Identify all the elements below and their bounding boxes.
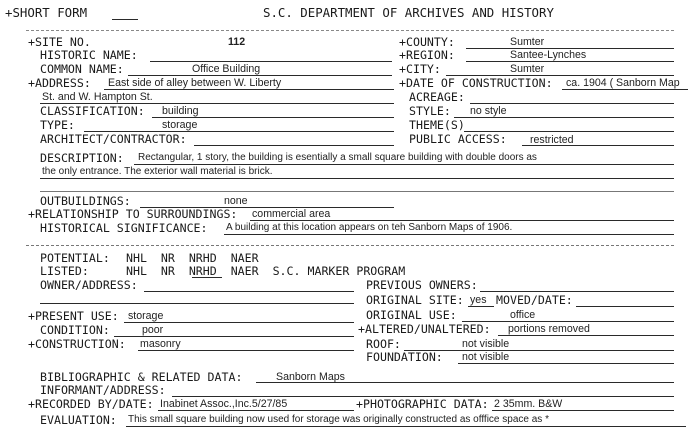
- historic-name-label: HISTORIC NAME:: [40, 48, 138, 62]
- county-value: Sumter: [510, 36, 545, 48]
- altered-line: [498, 335, 674, 336]
- site-no-value: 112: [228, 36, 246, 48]
- photographic-data-line: [492, 410, 674, 411]
- listed-label: LISTED:: [40, 264, 89, 278]
- public-access-value: restricted: [530, 134, 574, 146]
- original-use-value: office: [510, 309, 536, 321]
- county-label: +COUNTY:: [399, 35, 455, 49]
- altered-value: portions removed: [508, 323, 590, 335]
- foundation-value: not visible: [462, 351, 510, 363]
- address-value-2: St. and W. Hampton St.: [42, 91, 153, 103]
- architect-label: ARCHITECT/CONTRACTOR:: [40, 132, 187, 146]
- moved-date-label: MOVED/DATE:: [496, 293, 573, 307]
- original-site-value: yes: [470, 294, 487, 306]
- acreage-line: [470, 103, 674, 104]
- moved-date-line: [576, 306, 674, 307]
- listed-options: NHL NR NRHD NAER S.C. MARKER PROGRAM: [126, 264, 406, 278]
- region-label: +REGION:: [399, 48, 455, 62]
- condition-line: [114, 336, 354, 337]
- bibliographic-value: Sanborn Maps: [276, 371, 345, 383]
- altered-label: +ALTERED/UNALTERED:: [358, 322, 491, 336]
- original-site-line: [468, 306, 494, 307]
- construction-value: masonry: [140, 338, 181, 350]
- style-label: STYLE:: [409, 104, 451, 118]
- historic-name-line: [150, 61, 392, 62]
- architect-line: [194, 145, 394, 146]
- public-access-label: PUBLIC ACCESS:: [409, 132, 507, 146]
- potential-options: NHL NR NRHD NAER: [126, 251, 259, 265]
- type-value: storage: [162, 119, 198, 131]
- present-use-line: [124, 322, 354, 323]
- listed-nrhd-underline: [192, 277, 222, 278]
- previous-owners-line: [480, 291, 674, 292]
- construction-date-label: +DATE OF CONSTRUCTION:: [399, 76, 553, 90]
- style-line: [454, 117, 674, 118]
- description-line-1: [134, 164, 674, 165]
- divider: [26, 245, 674, 246]
- classification-line: [152, 117, 394, 118]
- historical-significance-label: HISTORICAL SIGNIFICANCE:: [40, 221, 208, 235]
- region-line: [466, 61, 674, 62]
- description-line-2: [40, 178, 674, 179]
- classification-value: building: [162, 105, 199, 117]
- short-form-label: +SHORT FORM: [5, 5, 88, 20]
- bibliographic-label: BIBLIOGRAPHIC & RELATED DATA:: [40, 370, 243, 384]
- recorded-by-line: [158, 410, 354, 411]
- construction-label: +CONSTRUCTION:: [28, 337, 126, 351]
- historical-significance-value: A building at this location appears on teh Sanborn Maps of 1906.: [226, 222, 513, 233]
- address-value-1: East side of alley between W. Liberty: [108, 77, 282, 89]
- roof-label: ROOF:: [366, 337, 401, 351]
- construction-date-line: [562, 89, 688, 90]
- condition-label: CONDITION:: [40, 323, 110, 337]
- photographic-data-value: 2 35mm. B&W: [494, 398, 563, 410]
- site-no-label: +SITE NO.: [28, 35, 91, 49]
- city-label: +CITY:: [399, 62, 441, 76]
- common-name-label: COMMON NAME:: [40, 62, 124, 76]
- address-label: +ADDRESS:: [28, 76, 91, 90]
- relationship-value: commercial area: [252, 208, 331, 220]
- description-text-1: Rectangular, 1 story, the building is esentially a small square building with double doors as: [138, 152, 537, 163]
- construction-line: [138, 350, 354, 351]
- theme-label: THEME(S): [409, 118, 465, 132]
- region-value: Santee-Lynches: [510, 49, 587, 61]
- foundation-label: FOUNDATION:: [366, 350, 443, 364]
- recorded-by-label: +RECORDED BY/DATE:: [28, 397, 154, 411]
- present-use-label: +PRESENT USE:: [28, 309, 119, 323]
- address-line-1: [104, 89, 394, 90]
- relationship-line: [250, 220, 674, 221]
- evaluation-value: This small square building now used for storage was originally constructed as offfice space as *: [128, 414, 549, 425]
- historical-significance-line: [224, 234, 674, 235]
- description-text-2: the only entrance. The exterior wall material is brick.: [42, 166, 273, 177]
- condition-value: poor: [142, 324, 164, 336]
- description-line-3: [40, 191, 674, 192]
- common-name-value: Office Building: [192, 63, 261, 75]
- acreage-label: ACREAGE:: [409, 90, 465, 104]
- present-use-value: storage: [128, 310, 164, 322]
- recorded-by-value: Inabinet Assoc.,Inc.5/27/85: [160, 398, 288, 410]
- informant-label: INFORMANT/ADDRESS:: [40, 383, 166, 397]
- owner-address-label: OWNER/ADDRESS:: [40, 278, 138, 292]
- owner-address-line-2: [40, 303, 354, 304]
- outbuildings-value: none: [224, 195, 248, 207]
- construction-date-value: ca. 1904 ( Sanborn Map: [566, 77, 680, 89]
- roof-value: not visible: [462, 338, 510, 350]
- original-site-label: ORIGINAL SITE:: [366, 293, 464, 307]
- owner-address-line: [144, 291, 354, 292]
- type-label: TYPE:: [40, 118, 75, 132]
- form-title: S.C. DEPARTMENT OF ARCHIVES AND HISTORY: [263, 5, 554, 20]
- common-name-line: [128, 75, 392, 76]
- description-label: DESCRIPTION:: [40, 151, 124, 165]
- outbuildings-label: OUTBUILDINGS:: [40, 194, 131, 208]
- style-value: no style: [470, 105, 507, 117]
- foundation-line: [458, 363, 674, 364]
- relationship-label: +RELATIONSHIP TO SURROUNDINGS:: [28, 207, 238, 221]
- divider: [26, 30, 674, 31]
- previous-owners-label: PREVIOUS OWNERS:: [366, 278, 478, 292]
- roof-line: [404, 350, 674, 351]
- short-form-blank: [112, 19, 138, 20]
- original-use-line: [462, 321, 674, 322]
- original-use-label: ORIGINAL USE:: [366, 308, 457, 322]
- photographic-data-label: +PHOTOGRAPHIC DATA:: [356, 397, 489, 411]
- evaluation-line: [126, 426, 686, 427]
- potential-label: POTENTIAL:: [40, 251, 110, 265]
- classification-label: CLASSIFICATION:: [40, 104, 145, 118]
- city-value: Sumter: [510, 63, 545, 75]
- evaluation-label: EVALUATION:: [40, 413, 117, 427]
